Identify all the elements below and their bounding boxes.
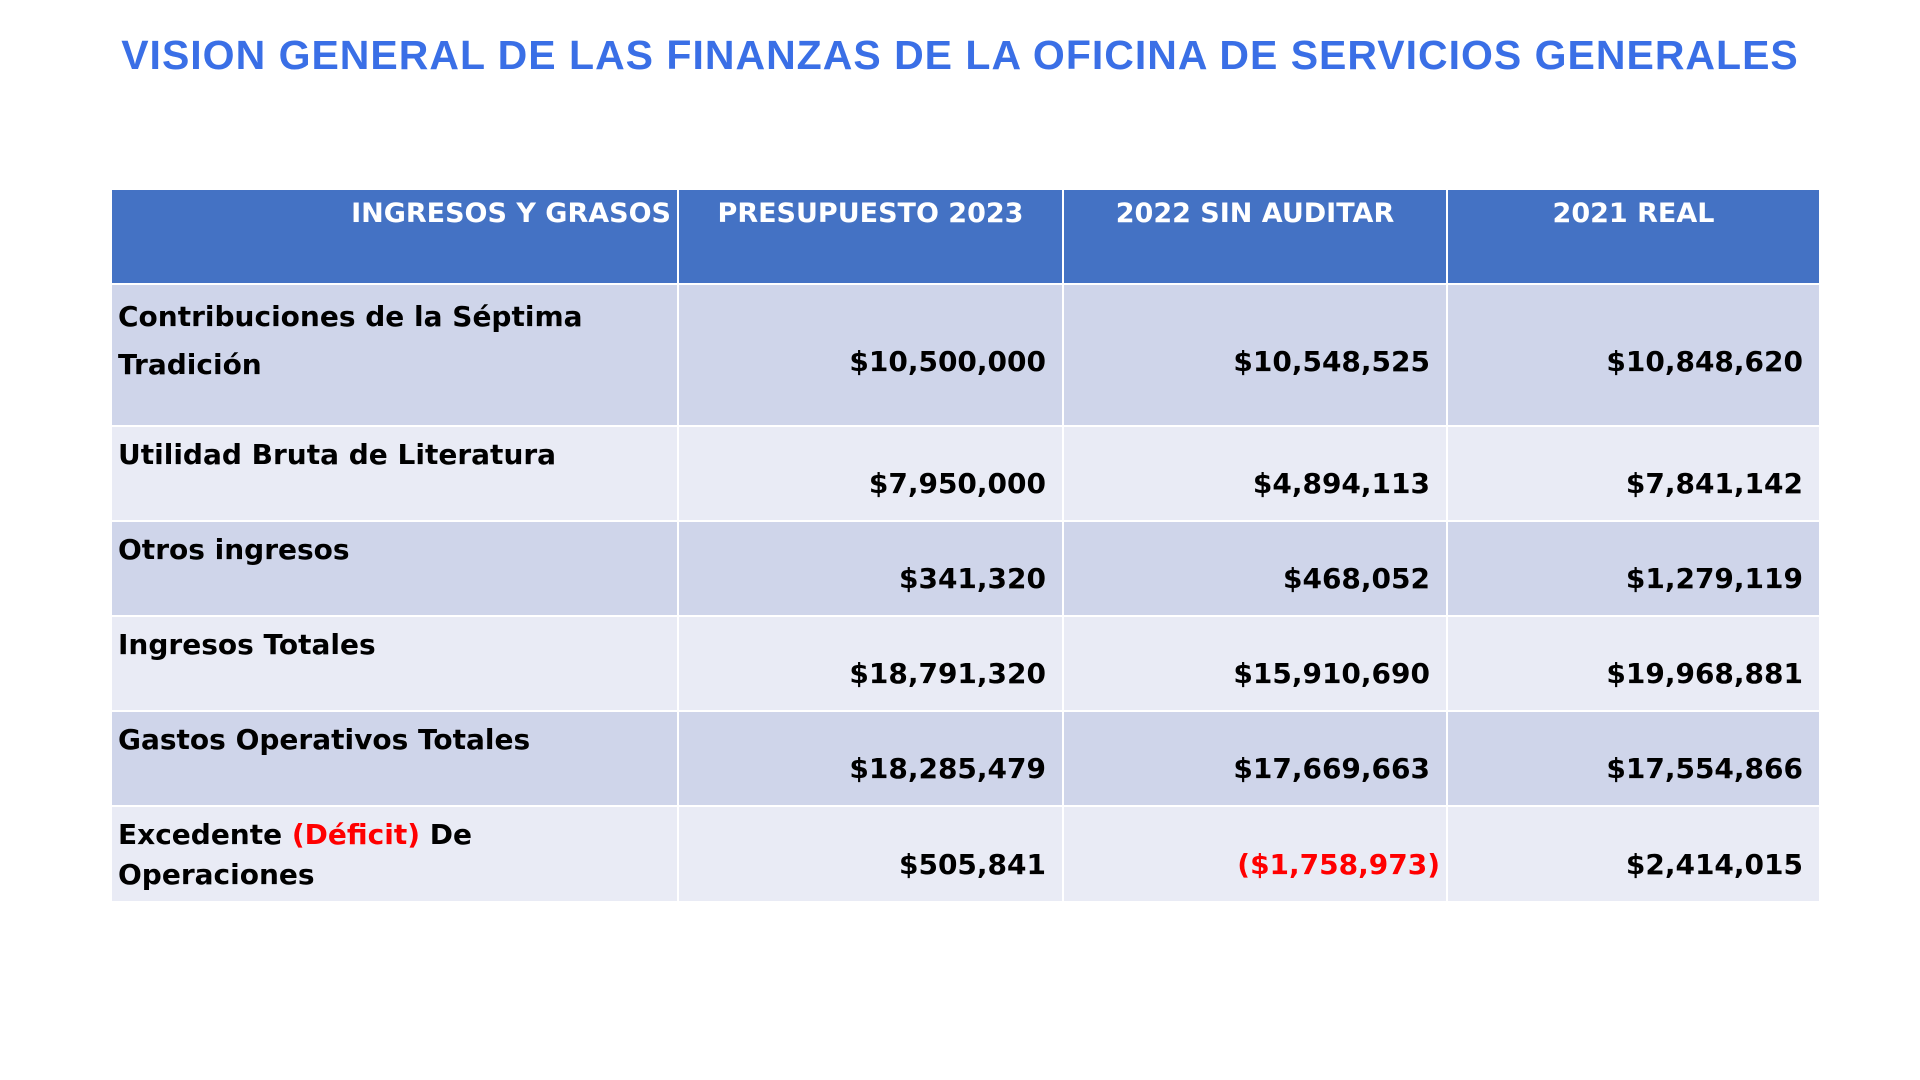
cell-2021-actual: $19,968,881 [1447, 616, 1819, 711]
cell-2022-unaudited: $468,052 [1063, 521, 1447, 616]
row-label-operations: De Operaciones [118, 818, 473, 891]
row-label: Otros ingresos [112, 521, 678, 616]
table-row-seventh-tradition [112, 284, 1819, 426]
page-title: VISION GENERAL DE LAS FINANZAS DE LA OFICINA DE SERVICIOS GENERALES [121, 32, 1799, 78]
table-row-other-income [112, 521, 1819, 616]
row-label: Gastos Operativos Totales [112, 711, 678, 806]
row-label: Ingresos Totales [112, 616, 678, 711]
cell-2021-actual: $7,841,142 [1447, 426, 1819, 521]
cell-budget-2023: $10,500,000 [678, 284, 1063, 426]
table-row-literature-gross-profit [112, 426, 1819, 521]
header-budget-2023: PRESUPUESTO 2023 [678, 190, 1063, 284]
cell-2021-actual: $17,554,866 [1447, 711, 1819, 806]
table-row-operating-surplus-deficit [112, 806, 1819, 901]
cell-2022-unaudited: $17,669,663 [1063, 711, 1447, 806]
cell-budget-2023: $18,285,479 [678, 711, 1063, 806]
cell-2021-actual: $1,279,119 [1447, 521, 1819, 616]
table-row-total-operating-expenses [112, 711, 1819, 806]
row-label [112, 284, 678, 426]
header-income-expenses: INGRESOS Y GRASOS [112, 190, 678, 284]
cell-2022-unaudited: $4,894,113 [1063, 426, 1447, 521]
cell-2022-unaudited-deficit: ($1,758,973) [1063, 806, 1447, 901]
row-label-surplus: Excedente [118, 818, 292, 851]
finance-overview-table [112, 190, 1819, 901]
cell-2022-unaudited: $10,548,525 [1063, 284, 1447, 426]
cell-2021-actual: $2,414,015 [1447, 806, 1819, 901]
cell-budget-2023: $7,950,000 [678, 426, 1063, 521]
row-label-line2: Tradición [118, 348, 262, 381]
table-row-total-income [112, 616, 1819, 711]
header-2022-unaudited: 2022 SIN AUDITAR [1063, 190, 1447, 284]
cell-2021-actual: $10,848,620 [1447, 284, 1819, 426]
header-2021-actual: 2021 REAL [1447, 190, 1819, 284]
cell-budget-2023: $341,320 [678, 521, 1063, 616]
table-header-row [112, 190, 1819, 284]
cell-2022-unaudited: $15,910,690 [1063, 616, 1447, 711]
cell-budget-2023: $18,791,320 [678, 616, 1063, 711]
row-label [112, 806, 678, 901]
row-label-deficit: (Déficit) [291, 818, 421, 851]
cell-budget-2023: $505,841 [678, 806, 1063, 901]
row-label: Utilidad Bruta de Literatura [112, 426, 678, 521]
row-label-line1: Contribuciones de la Séptima [118, 300, 583, 333]
